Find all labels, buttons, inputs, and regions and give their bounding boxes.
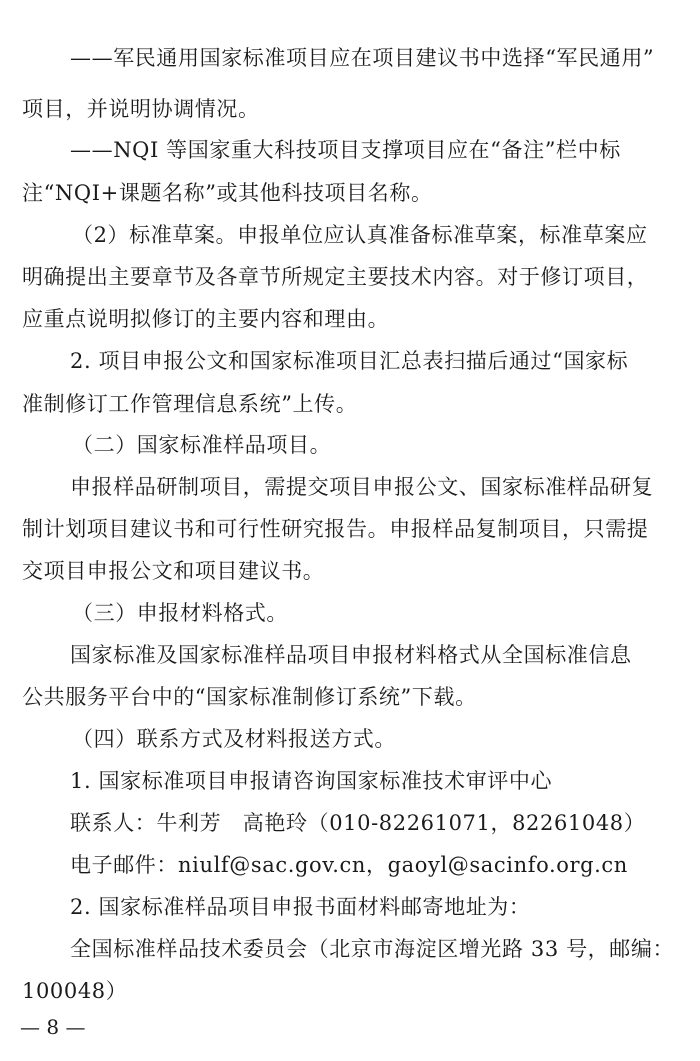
paragraph-line: 项目，并说明协调情况。 [22, 97, 260, 121]
paragraph-line: 准制修订工作管理信息系统”上传。 [22, 392, 358, 416]
section-heading: （四）联系方式及材料报送方式。 [72, 727, 396, 751]
paragraph-line: 制计划项目建议书和可行性研究报告。申报样品复制项目，只需提 [22, 517, 649, 541]
section-heading: （二）国家标准样品项目。 [72, 433, 332, 457]
paragraph-line: 明确提出主要章节及各章节所规定主要技术内容。对于修订项目， [22, 265, 649, 289]
paragraph-line: 注“NQI+课题名称”或其他科技项目名称。 [22, 181, 433, 205]
page-number: — 8 — [20, 1015, 86, 1039]
paragraph-line: 1. 国家标准项目申报请咨询国家标准技术审评中心 [70, 769, 553, 793]
contact-line: 联系人：牛利芳 高艳玲（010-82261071，82261048） [70, 811, 646, 835]
paragraph-line: ——军民通用国家标准项目应在项目建议书中选择“军民通用” [70, 46, 655, 70]
paragraph-line: （2）标准草案。申报单位应认真准备标准草案，标准草案应 [72, 223, 648, 247]
email-line: 电子邮件：niulf@sac.gov.cn，gaoyl@sacinfo.org.cn [70, 853, 628, 877]
paragraph-line: 国家标准及国家标准样品项目申报材料格式从全国标准信息 [70, 643, 632, 667]
postcode-line: 100048） [22, 979, 128, 1003]
section-heading: （三）申报材料格式。 [72, 601, 288, 625]
address-line: 全国标准样品技术委员会（北京市海淀区增光路 33 号，邮编： [70, 937, 675, 961]
paragraph-line: 交项目申报公文和项目建议书。 [22, 559, 325, 583]
paragraph-line: 2. 国家标准样品项目申报书面材料邮寄地址为： [70, 895, 531, 919]
paragraph-line: 2. 项目申报公文和国家标准项目汇总表扫描后通过“国家标 [70, 349, 629, 373]
paragraph-line: 公共服务平台中的“国家标准制修订系统”下载。 [22, 685, 477, 709]
paragraph-line: 申报样品研制项目，需提交项目申报公文、国家标准样品研复 [70, 475, 654, 499]
paragraph-line: ——NQI 等国家重大科技项目支撑项目应在“备注”栏中标 [70, 138, 621, 162]
paragraph-line: 应重点说明拟修订的主要内容和理由。 [22, 307, 390, 331]
